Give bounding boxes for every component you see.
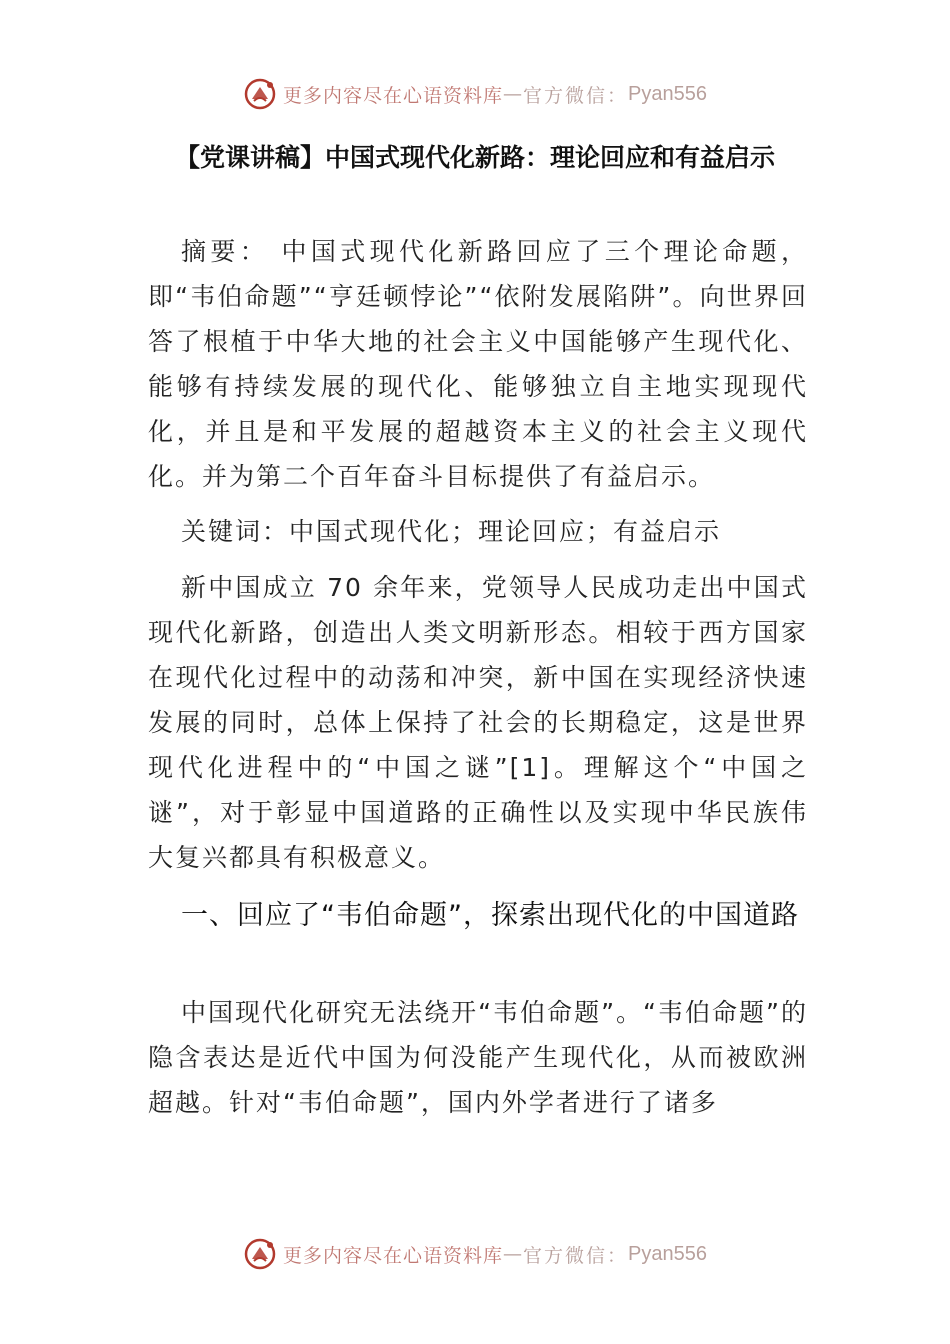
section-heading: 一、回应了“韦伯命题”，探索出现代化的中国道路	[181, 900, 799, 931]
watermark-separator: —	[503, 83, 524, 105]
watermark-separator: —	[503, 1243, 524, 1265]
abstract-block	[148, 229, 808, 499]
logo-icon	[243, 1237, 277, 1271]
watermark-wechat-label: 官方微信：	[523, 84, 629, 107]
document-title: 【党课讲稿】中国式现代化新路：理论回应和有益启示	[174, 143, 775, 172]
watermark-wechat-id: Pyan556	[628, 82, 707, 105]
watermark-text: 更多内容尽在心语资料库	[283, 1244, 504, 1267]
section-paragraph: 中国现代化研究无法绕开“韦伯命题”。“韦伯命题”的隐含表达是近代中国为何没能产生现代化，从而被欧洲超越。针对“韦伯命题”，国内外学者进行了诸多	[148, 998, 808, 1117]
footer-watermark	[0, 1234, 950, 1274]
section-body-block	[148, 990, 808, 1125]
intro-paragraph: 新中国成立 70 余年来，党领导人民成功走出中国式现代化新路，创造出人类文明新形态。相较于西方国家在现代化过程中的动荡和冲突，新中国在实现经济快速发展的同时，总体上保持了社会的长期稳定，这是世界现代化进程中的“中国之谜”[1]。理解这个“中国之谜”，对于彰显中国道路的正确性以及实现中华民族伟大复兴都具有积极意义。	[148, 573, 808, 872]
logo-icon	[243, 77, 277, 111]
header-watermark	[0, 74, 950, 114]
abstract-paragraph: 摘要： 中国式现代化新路回应了三个理论命题，即“韦伯命题”“亨廷顿悖论”“依附发展陷阱”。向世界回答了根植于中华大地的社会主义中国能够产生现代化、能够有持续发展的现代化、能够独立自主地实现现代化，并且是和平发展的超越资本主义的社会主义现代化。并为第二个百年奋斗目标提供了有益启示。	[148, 237, 808, 491]
watermark-wechat-id: Pyan556	[628, 1242, 707, 1265]
watermark-wechat-label: 官方微信：	[523, 1244, 629, 1267]
intro-block	[148, 565, 808, 880]
watermark-text: 更多内容尽在心语资料库	[283, 84, 504, 107]
keywords-paragraph: 关键词：中国式现代化；理论回应；有益启示	[181, 517, 722, 546]
keywords-block	[148, 509, 808, 554]
